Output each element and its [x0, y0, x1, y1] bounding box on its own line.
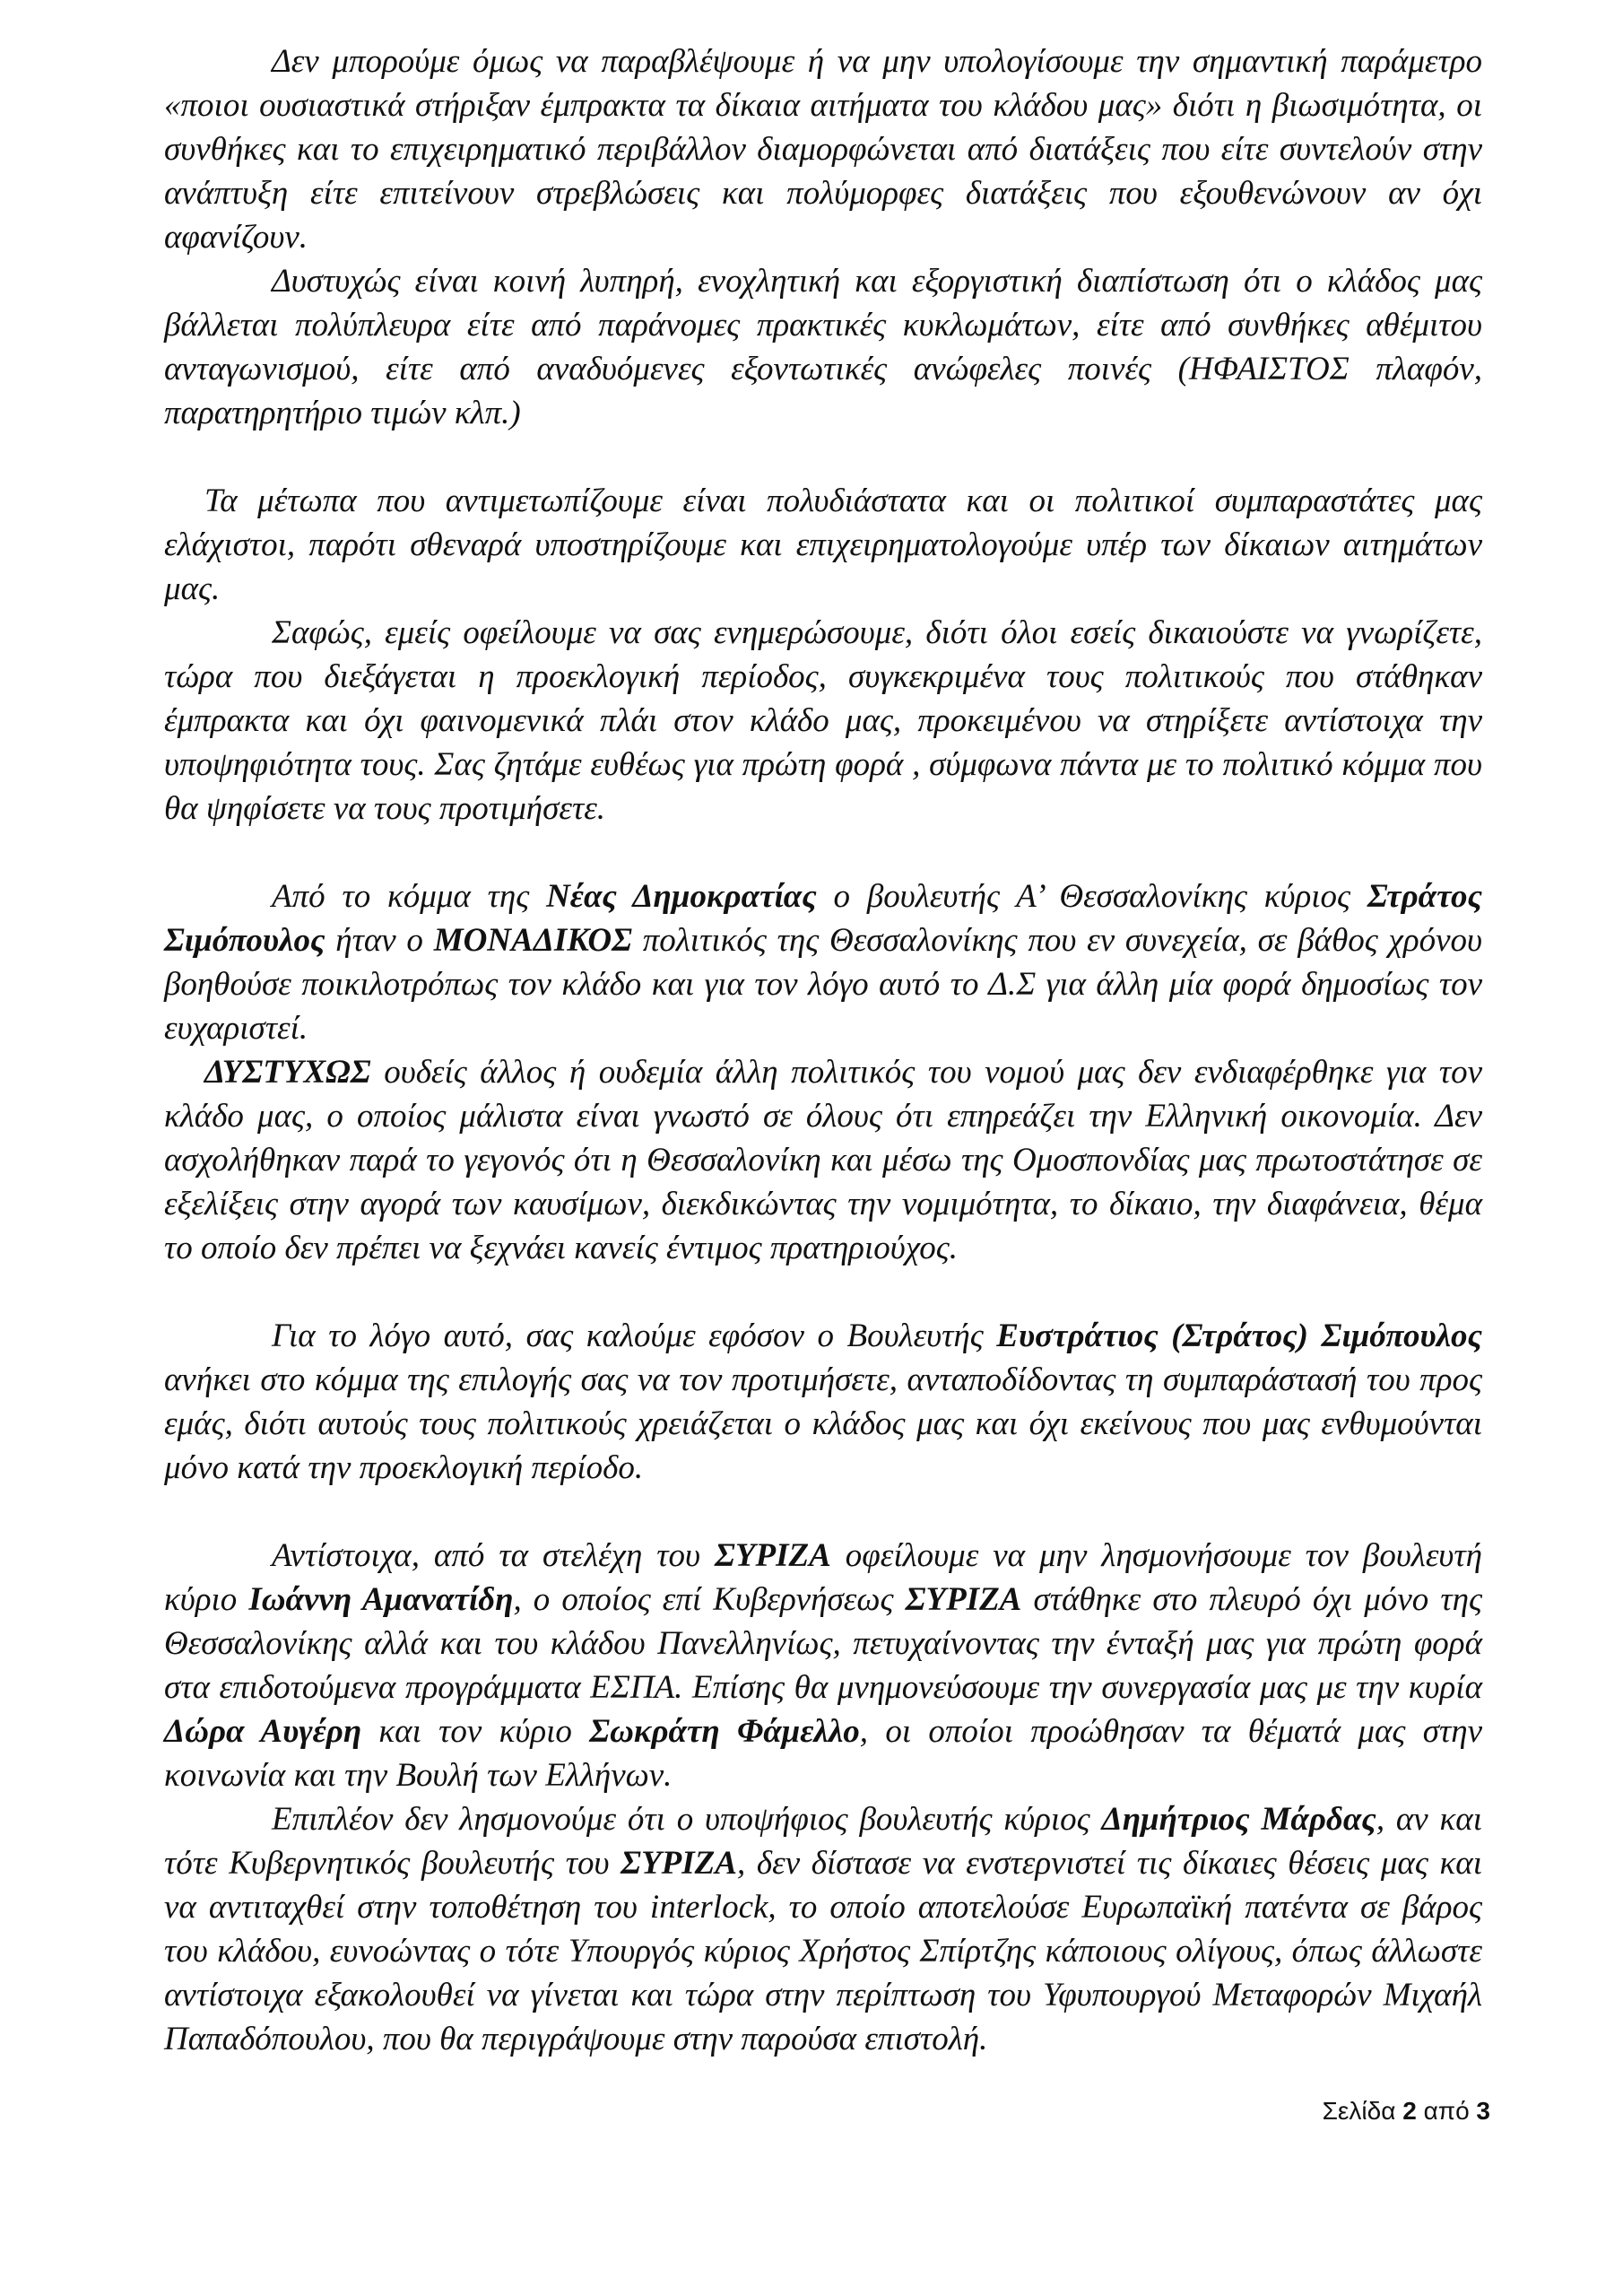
body-text: , οι οποίοι προώθησαν τα θέματά μας στην κοινωνία και την Βουλή των Ελλήνων.	[164, 1713, 1482, 1794]
letter-body	[164, 39, 1482, 2061]
emphasis-text: ΣΥΡΙΖΑ	[905, 1581, 1022, 1618]
emphasis-text: Στράτος Σιμόπουλος	[164, 878, 1482, 959]
body-text: , δεν δίστασε να ενστερνιστεί τις δίκαιες θέσεις μας και να αντιταχθεί στην τοποθέτηση του interlock, το οποίο αποτελούσε Ευρωπαϊκή πατέντα σε βάρος του κλάδου, ευνοώντας ο τότε Υπουργός κύριος Χρήστος Σπίρτζης κάποιους ολίγους, όπως άλλωστε αντίστοιχα εξακολουθεί να γίνεται και τώρα στην περίπτωση του Υφυπουργού Μεταφορών Μιχαήλ Παπαδόπουλου, που θα περιγράψουμε στην παρούσα επιστολή.	[164, 1845, 1482, 2057]
emphasis-text: Ευστράτιος (Στράτος) Σιμόπουλος	[996, 1318, 1482, 1354]
emphasis-text: Σωκράτη Φάμελλο	[589, 1713, 860, 1750]
emphasis-text: ΜΟΝΑΔΙΚΟΣ	[433, 922, 632, 959]
body-text: και τον κύριο	[361, 1713, 590, 1750]
page-label: Σελίδα	[1322, 2097, 1396, 2125]
page-number: 2	[1402, 2097, 1417, 2125]
emphasis-text: Δώρα Αυγέρη	[164, 1713, 362, 1750]
paragraph-election-call	[164, 611, 1482, 831]
body-text: , αν και τότε Κυβερνητικός βουλευτής του	[164, 1801, 1482, 1882]
body-text: οφείλουμε να μην λησμονήσουμε τον βουλευτή κύριο	[164, 1537, 1482, 1618]
body-text: ουδείς άλλος ή ουδεμία άλλη πολιτικός του νομού μας δεν ενδιαφέρθηκε για τον κλάδο μας, ο οποίος μάλιστα είναι γνωστό σε όλους ότι επηρεάζει την Ελληνική οικονομία. Δεν ασχολήθηκαν παρά το γεγονός ότι η Θεσσαλονίκη και μέσω της Ομοσπονδίας μας πρωτοστάτησε σε εξελίξεις στην αγορά των καυσίμων, διεκδικώντας την νομιμότητα, το δίκαιο, την διαφάνεια, θέμα το οποίο δεν πρέπει να ξεχνάει κανείς έντιμος πρατηριούχος.	[164, 1054, 1482, 1266]
emphasis-text: ΣΥΡΙΖΑ	[621, 1845, 737, 1882]
paragraph-fronts	[164, 479, 1482, 611]
body-text: Σαφώς, εμείς οφείλουμε να σας ενημερώσουμε, διότι όλοι εσείς δικαιούστε να γνωρίζετε, τώρα που διεξάγεται η προεκλογική περίοδος, συγκεκριμένα τους πολιτικούς που στάθηκαν έμπρακτα και όχι φαινομενικά πλάι στον κλάδο μας, προκειμένου να στηρίξετε αντίστοιχα την υποψηφιότητα τους. Σας ζητάμε ευθέως για πρώτη φορά , σύμφωνα πάντα με το πολιτικό κόμμα που θα ψηφίσετε να τους προτιμήσετε.	[164, 614, 1482, 827]
paragraph-mardas	[164, 1797, 1482, 2061]
emphasis-text: Δημήτριος Μάρδας	[1101, 1801, 1376, 1838]
body-text: , ο οποίος επί Κυβερνήσεως	[513, 1581, 906, 1618]
paragraph-sector-complaints	[164, 259, 1482, 435]
body-text: Από το κόμμα της	[272, 878, 547, 915]
body-text: Δυστυχώς είναι κοινή λυπηρή, ενοχλητική και εξοργιστική διαπίστωση ότι ο κλάδος μας βάλλεται πολύπλευρα είτε από παράνομες πρακτικές κυκλωμάτων, είτε από συνθήκες αθέμιτου ανταγωνισμού, είτε από αναδυόμενες εξοντωτικές ανώφελες ποινές (ΗΦΑΙΣΤΟΣ πλαφόν, παρατηρητήριο τιμών κλπ.)	[164, 263, 1482, 431]
body-text: ανήκει στο κόμμα της επιλογής σας να τον προτιμήσετε, ανταποδίδοντας τη συμπαράστασή του προς εμάς, διότι αυτούς τους πολιτικούς χρειάζεται ο κλάδος μας και όχι εκείνους που μας ενθυμούνται μόνο κατά την προεκλογική περίοδο.	[164, 1361, 1482, 1486]
paragraph-syriza-members	[164, 1534, 1482, 1797]
body-text: στάθηκε στο πλευρό όχι μόνο της Θεσσαλονίκης αλλά και του κλάδου Πανελληνίως, πετυχαίνοντας την ένταξή μας για πρώτη φορά στα επιδοτούμενα προγράμματα ΕΣΠΑ. Επίσης θα μνημονεύσουμε την συνεργασία μας με την κυρία	[164, 1581, 1482, 1706]
page-total: 3	[1476, 2097, 1490, 2125]
emphasis-text: ΣΥΡΙΖΑ	[715, 1537, 831, 1574]
body-text: ήταν ο	[325, 922, 434, 959]
body-text: Τα μέτωπα που αντιμετωπίζουμε είναι πολυδιάστατα και οι πολιτικοί συμπαραστάτες μας ελάχιστοι, παρότι σθεναρά υποστηρίζουμε και επιχειρηματολογούμε υπέρ των δίκαιων αιτημάτων μας.	[164, 483, 1482, 607]
of-label: από	[1423, 2097, 1470, 2125]
paragraph-intro	[164, 39, 1482, 259]
page-footer	[1323, 2097, 1490, 2126]
body-text: Αντίστοιχα, από τα στελέχη του	[272, 1537, 716, 1574]
body-text: Δεν μπορούμε όμως να παραβλέψουμε ή να μην υπολογίσουμε την σημαντική παράμετρο «ποιοι ουσιαστικά στήριξαν έμπρακτα τα δίκαια αιτήματα του κλάδου μας» διότι η βιωσιμότητα, οι συνθήκες και το επιχειρηματικό περιβάλλον διαμορφώνεται από διατάξεις που είτε συντελούν στην ανάπτυξη είτε επιτείνουν στρεβλώσεις και πολύμορφες διατάξεις που εξουθενώνουν αν όχι αφανίζουν.	[164, 43, 1482, 256]
emphasis-text: Ιωάννη Αμανατίδη	[248, 1581, 514, 1618]
body-text: Επιπλέον δεν λησμονούμε ότι ο υποψήφιος βουλευτής κύριος	[272, 1801, 1102, 1838]
paragraph-vote-recommendation	[164, 1314, 1482, 1490]
emphasis-text: ΔΥΣΤΥΧΩΣ	[204, 1054, 371, 1091]
body-text: ο βουλευτής Α’ Θεσσαλονίκης κύριος	[816, 878, 1367, 915]
paragraph-unfortunately	[164, 1050, 1482, 1270]
emphasis-text: Νέας Δημοκρατίας	[546, 878, 817, 915]
body-text: Για το λόγο αυτό, σας καλούμε εφόσον ο Βουλευτής	[272, 1318, 997, 1354]
body-text: πολιτικός της Θεσσαλονίκης που εν συνεχεία, σε βάθος χρόνου βοηθούσε ποικιλοτρόπως τον κλάδο και για τον λόγο αυτό το Δ.Σ για άλλη μία φορά δημοσίως τον ευχαριστεί.	[164, 922, 1482, 1047]
paragraph-nd-simopoulos	[164, 874, 1482, 1050]
